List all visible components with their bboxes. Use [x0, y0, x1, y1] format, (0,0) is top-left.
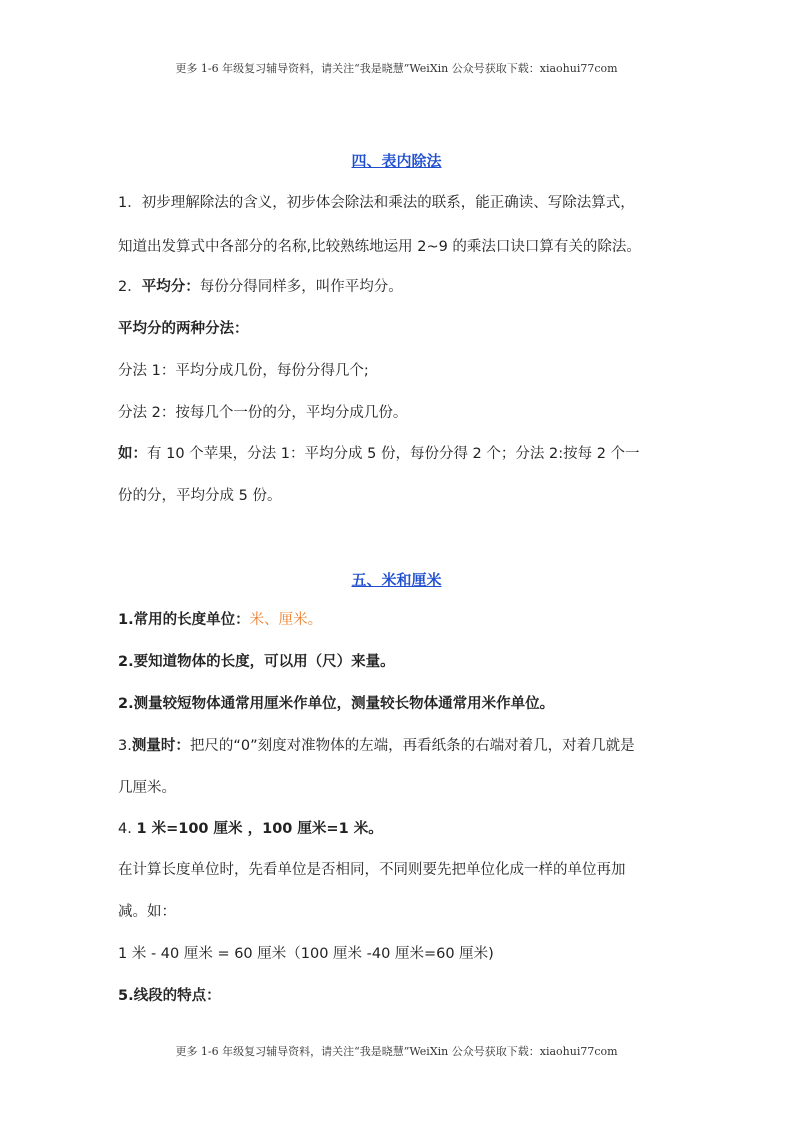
s5-p8: 5.线段的特点： [118, 988, 221, 1004]
s5-p5-prefix: 4. [118, 821, 137, 837]
page-header: 更多 1-6 年级复习辅导资料，请关注“我是晓慧”WeiXin 公众号获取下载：xiaohui77com [175, 62, 618, 75]
section-title-division: 四、表内除法 [351, 152, 442, 170]
s4-p4: 分法 1：平均分成几份，每份分得几个; [118, 363, 369, 379]
s4-p2-def: 每份分得同样多，叫作平均分。 [199, 279, 403, 295]
s4-p5: 分法 2：按每几个一份的分，平均分成几份。 [118, 405, 408, 421]
s4-p3: 平均分的两种分法： [118, 321, 249, 337]
s5-p1 [118, 608, 322, 629]
s5-p4-line2: 几厘米。 [118, 780, 176, 796]
page-footer: 更多 1-6 年级复习辅导资料，请关注“我是晓慧”WeiXin 公众号获取下载：xiaohui77com [175, 1045, 618, 1058]
s4-p2-prefix: 2． [118, 279, 142, 295]
s5-p4-label: 测量时： [131, 738, 190, 754]
section-title-length: 五、米和厘米 [351, 571, 442, 589]
s4-p6-line2: 份的分，平均分成 5 份。 [118, 488, 282, 504]
s5-p5-formula: 1 米=100 厘米 ，100 厘米=1 米。 [136, 821, 383, 837]
s5-p5 [118, 817, 383, 838]
s5-p1-label: 1.常用的长度单位： [118, 612, 250, 628]
s4-p2-term: 平均分： [141, 279, 200, 295]
s4-p2 [118, 275, 403, 296]
s5-p3: 2.测量较短物体通常用厘米作单位，测量较长物体通常用米作单位。 [118, 696, 555, 712]
s5-p1-units: 米、厘米。 [249, 612, 323, 628]
s4-p1-line2: 知道出发算式中各部分的名称,比较熟练地运用 2~9 的乘法口诀口算有关的除法。 [118, 239, 641, 255]
s5-p2: 2.要知道物体的长度，可以用（尺）来量。 [118, 654, 395, 670]
s5-p7: 1 米 - 40 厘米 = 60 厘米（100 厘米 -40 厘米=60 厘米) [118, 946, 494, 962]
s5-p6-line2: 减。如： [118, 904, 176, 920]
s5-p4-line1 [118, 734, 635, 755]
s4-p6-label: 如： [118, 446, 147, 462]
s5-p4-text: 把尺的“0”刻度对准物体的左端，再看纸条的右端对着几，对着几就是 [189, 738, 635, 754]
s4-p1-line1: 1．初步理解除法的含义，初步体会除法和乘法的联系，能正确读、写除法算式， [118, 195, 635, 211]
s4-p6-line1 [118, 442, 640, 463]
s5-p4-prefix: 3. [118, 738, 132, 754]
s4-p6-text: 有 10 个苹果，分法 1：平均分成 5 份，每份分得 2 个；分法 2:按每 2 个一 [147, 446, 640, 462]
s5-p6-line1: 在计算长度单位时，先看单位是否相同，不同则要先把单位化成一样的单位再加 [118, 862, 626, 878]
